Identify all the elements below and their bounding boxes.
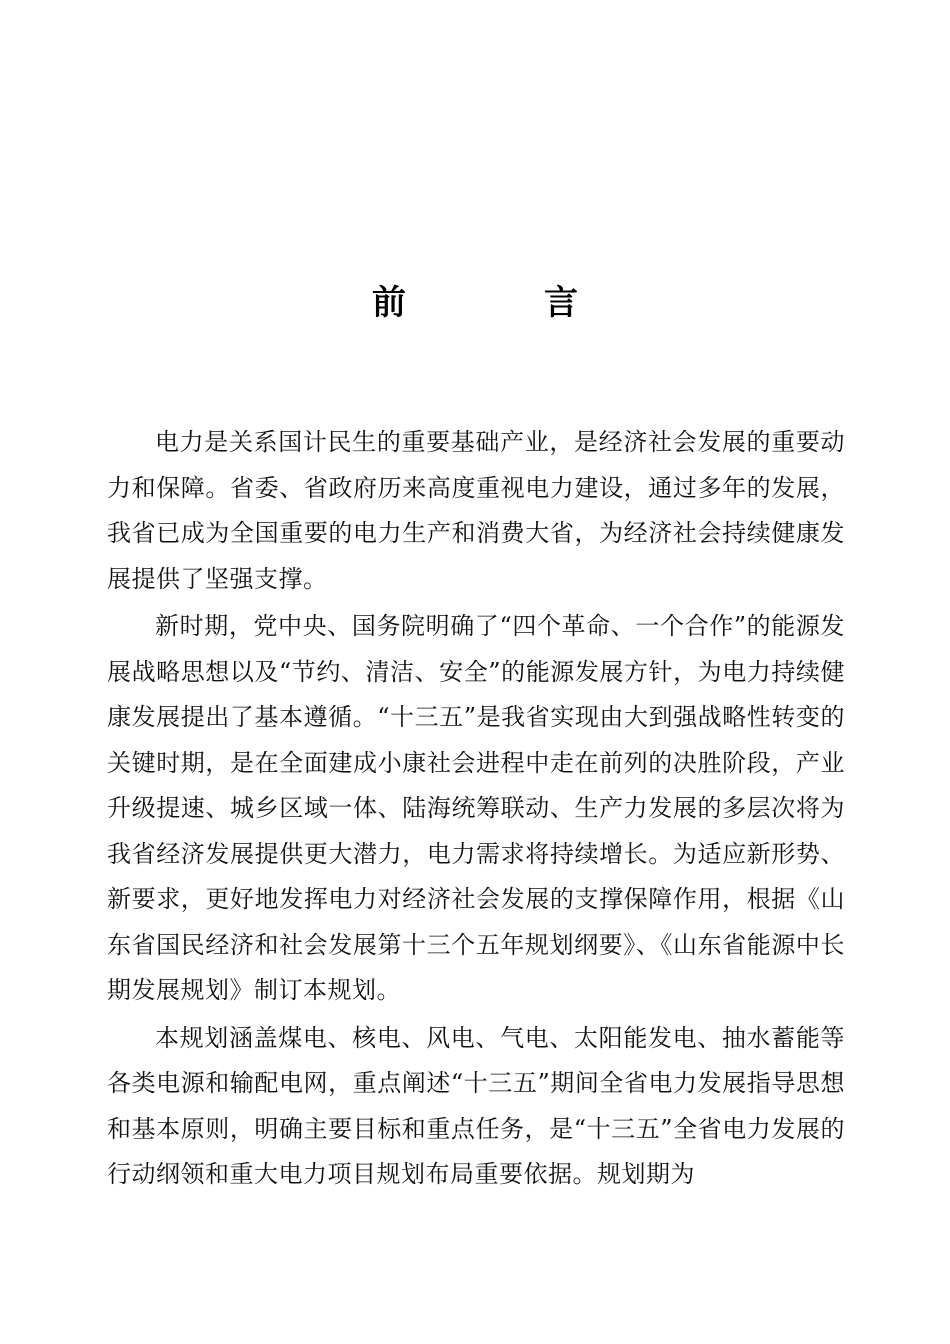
title-char-2: 言 bbox=[544, 283, 578, 323]
paragraph-1: 电力是关系国计民生的重要基础产业，是经济社会发展的重要动力和保障。省委、省政府历来高度重视电力建设，通过多年的发展，我省已成为全国重要的电力生产和消费大省，为经济社会持续健康发展提供了坚强支撑。 bbox=[107, 428, 845, 593]
page-title bbox=[0, 280, 950, 326]
body-text bbox=[107, 420, 845, 1198]
paragraph-2: 新时期，党中央、国务院明确了“四个革命、一个合作”的能源发展战略思想以及“节约、清洁、安全”的能源发展方针，为电力持续健康发展提出了基本遵循。“十三五”是我省实现由大到强战略性转变的关键时期，是在全面建成小康社会进程中走在前列的决胜阶段，产业升级提速、城乡区域一体、陆海统筹联动、生产力发展的多层次将为我省经济发展提供更大潜力，电力需求将持续增长。为适应新形势、新要求，更好地发挥电力对经济社会发展的支撑保障作用，根据《山东省国民经济和社会发展第十三个五年规划纲要》、《山东省能源中长期发展规划》制订本规划。 bbox=[107, 612, 845, 1004]
title-char-1: 前 bbox=[372, 283, 406, 323]
paragraph-3: 本规划涵盖煤电、核电、风电、气电、太阳能发电、抽水蓄能等各类电源和输配电网，重点阐述“十三五”期间全省电力发展指导思想和基本原则，明确主要目标和重点任务，是“十三五”全省电力发展的行动纲领和重大电力项目规划布局重要依据。规划期为 bbox=[107, 1023, 845, 1188]
